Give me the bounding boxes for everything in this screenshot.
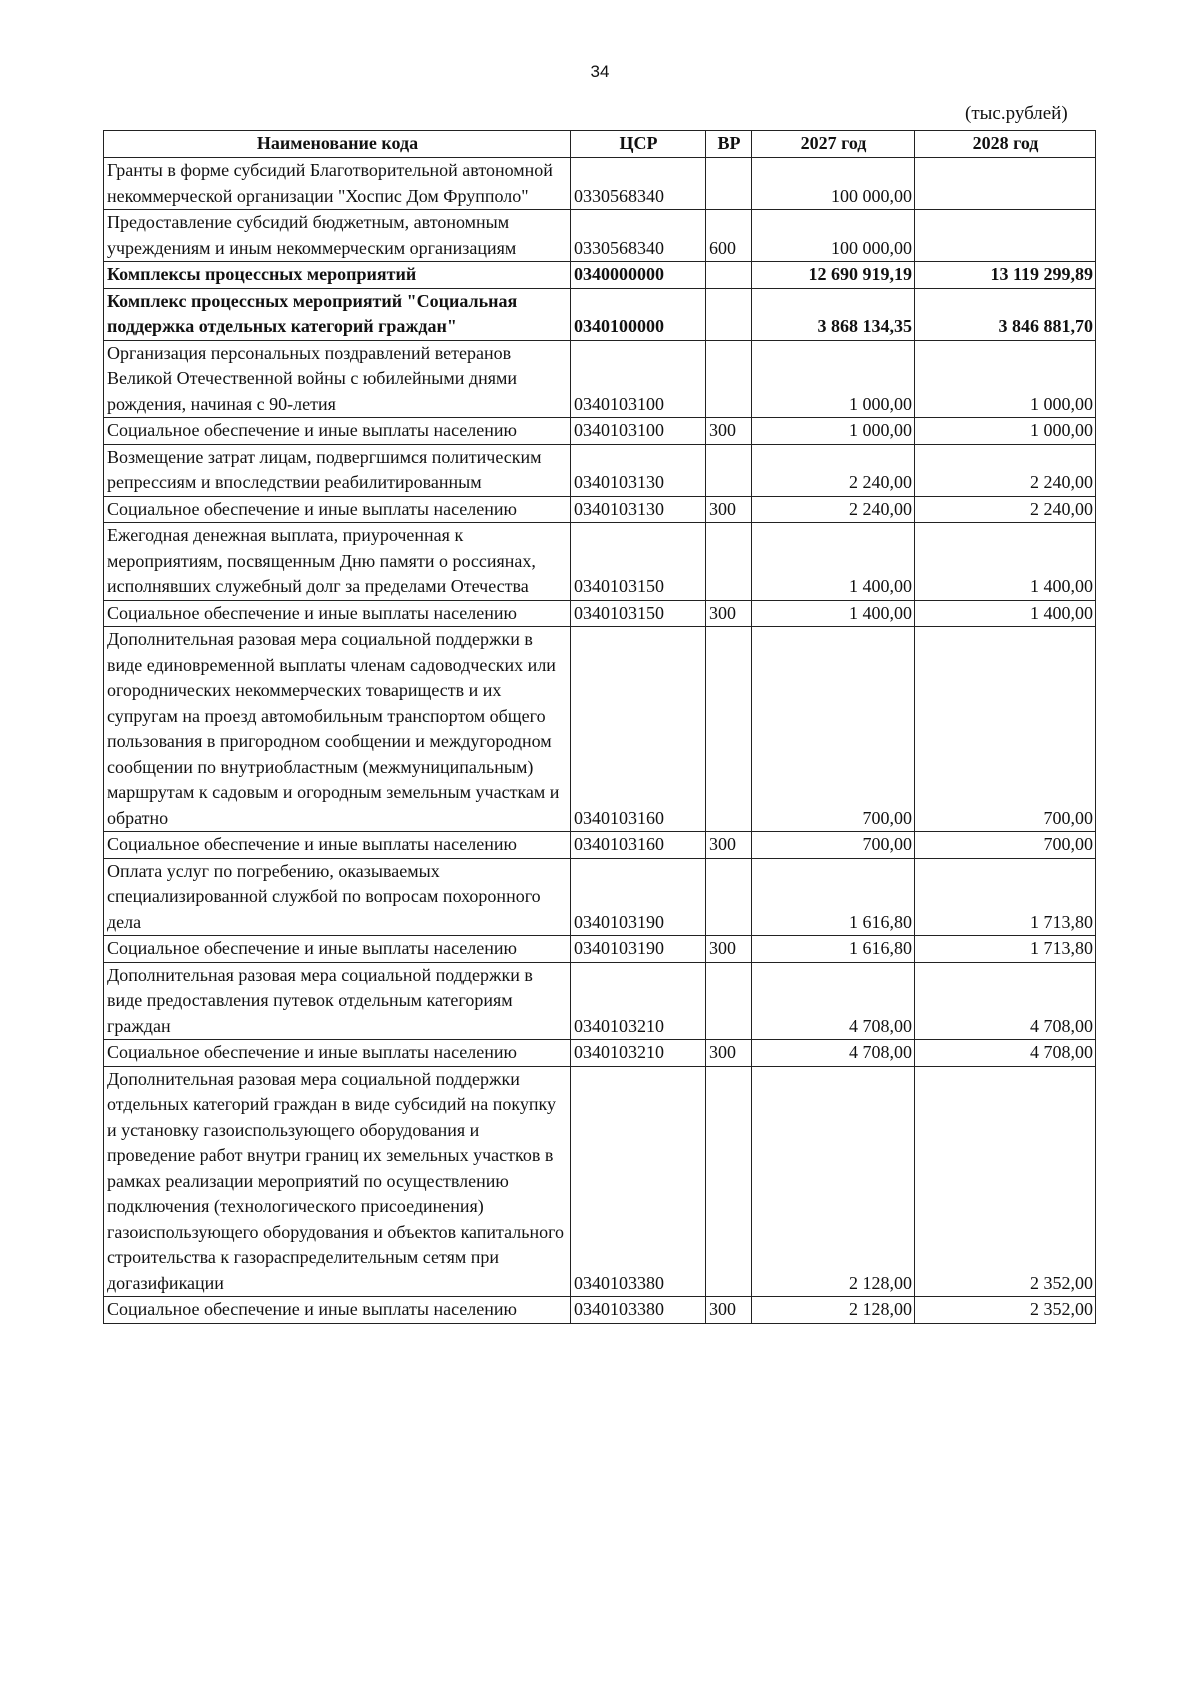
cell-csr: 0340103380	[571, 1297, 706, 1324]
cell-csr: 0330568340	[571, 158, 706, 210]
cell-2028: 13 119 299,89	[915, 262, 1096, 289]
cell-name: Дополнительная разовая мера социальной поддержки в виде единовременной выплаты членам садоводческих или огороднических некоммерческих товариществ и их супругам на проезд автомобильным транспортом общего пользования в пригородном сообщении и междугородном сообщении по внутриобластным (межмуниципальным) маршрутам к садовым и огородным земельным участкам и обратно	[104, 627, 571, 832]
cell-2027: 2 240,00	[752, 496, 915, 523]
table-row	[104, 627, 1096, 832]
cell-2028: 3 846 881,70	[915, 288, 1096, 340]
cell-vr: 300	[706, 936, 752, 963]
cell-2028: 1 400,00	[915, 600, 1096, 627]
table-row	[104, 936, 1096, 963]
cell-2027: 12 690 919,19	[752, 262, 915, 289]
cell-name: Социальное обеспечение и иные выплаты населению	[104, 832, 571, 859]
cell-2027: 3 868 134,35	[752, 288, 915, 340]
page-number: 34	[590, 62, 610, 81]
cell-2027: 2 128,00	[752, 1297, 915, 1324]
table-row	[104, 444, 1096, 496]
cell-csr: 0340000000	[571, 262, 706, 289]
cell-2027: 1 616,80	[752, 858, 915, 936]
cell-name: Ежегодная денежная выплата, приуроченная к мероприятиям, посвященным Дню памяти о россиянах, исполнявших служебный долг за пределами Отечества	[104, 523, 571, 601]
cell-csr: 0340103160	[571, 832, 706, 859]
cell-name: Социальное обеспечение и иные выплаты населению	[104, 1040, 571, 1067]
table-row	[104, 1066, 1096, 1297]
cell-2028: 1 713,80	[915, 936, 1096, 963]
cell-name: Комплекс процессных мероприятий "Социальная поддержка отдельных категорий граждан"	[104, 288, 571, 340]
cell-2028: 700,00	[915, 627, 1096, 832]
cell-2027: 1 400,00	[752, 600, 915, 627]
header-csr: ЦСР	[571, 131, 706, 158]
cell-csr: 0330568340	[571, 210, 706, 262]
cell-2027: 2 240,00	[752, 444, 915, 496]
header-2028: 2028 год	[915, 131, 1096, 158]
cell-2028: 1 000,00	[915, 418, 1096, 445]
cell-name: Гранты в форме субсидий Благотворительной автономной некоммерческой организации "Хоспис Дом Фрупполо"	[104, 158, 571, 210]
cell-csr: 0340103130	[571, 496, 706, 523]
cell-name: Социальное обеспечение и иные выплаты населению	[104, 600, 571, 627]
cell-2028: 2 352,00	[915, 1297, 1096, 1324]
cell-name: Социальное обеспечение и иные выплаты населению	[104, 496, 571, 523]
table-row	[104, 418, 1096, 445]
cell-vr	[706, 858, 752, 936]
cell-2027: 700,00	[752, 627, 915, 832]
cell-2028: 4 708,00	[915, 1040, 1096, 1067]
table-row	[104, 496, 1096, 523]
header-name: Наименование кода	[104, 131, 571, 158]
table-row	[104, 158, 1096, 210]
table-row	[104, 340, 1096, 418]
cell-2027: 100 000,00	[752, 158, 915, 210]
table-row	[104, 210, 1096, 262]
cell-2028: 1 713,80	[915, 858, 1096, 936]
table-row	[104, 1297, 1096, 1324]
table-row	[104, 523, 1096, 601]
table-row	[104, 858, 1096, 936]
table-header-row	[104, 131, 1096, 158]
cell-2028: 2 352,00	[915, 1066, 1096, 1297]
table-row	[104, 288, 1096, 340]
cell-csr: 0340100000	[571, 288, 706, 340]
cell-name: Организация персональных поздравлений ветеранов Великой Отечественной войны с юбилейными днями рождения, начиная с 90-летия	[104, 340, 571, 418]
cell-2027: 2 128,00	[752, 1066, 915, 1297]
cell-vr	[706, 158, 752, 210]
cell-vr	[706, 340, 752, 418]
cell-vr: 600	[706, 210, 752, 262]
cell-2027: 1 400,00	[752, 523, 915, 601]
cell-2027: 1 000,00	[752, 418, 915, 445]
cell-name: Социальное обеспечение и иные выплаты населению	[104, 418, 571, 445]
cell-csr: 0340103160	[571, 627, 706, 832]
cell-name: Комплексы процессных мероприятий	[104, 262, 571, 289]
budget-table	[103, 130, 1096, 1324]
cell-vr	[706, 523, 752, 601]
cell-name: Социальное обеспечение и иные выплаты населению	[104, 936, 571, 963]
cell-2027: 4 708,00	[752, 962, 915, 1040]
cell-2028: 2 240,00	[915, 444, 1096, 496]
cell-name: Предоставление субсидий бюджетным, автономным учреждениям и иным некоммерческим организациям	[104, 210, 571, 262]
table-row	[104, 962, 1096, 1040]
cell-vr	[706, 1066, 752, 1297]
cell-2028: 4 708,00	[915, 962, 1096, 1040]
cell-vr: 300	[706, 1040, 752, 1067]
cell-name: Возмещение затрат лицам, подвергшимся политическим репрессиям и впоследствии реабилитированным	[104, 444, 571, 496]
cell-name: Дополнительная разовая мера социальной поддержки в виде предоставления путевок отдельным категориям граждан	[104, 962, 571, 1040]
cell-2028: 1 400,00	[915, 523, 1096, 601]
cell-2028: 2 240,00	[915, 496, 1096, 523]
header-vr: ВР	[706, 131, 752, 158]
cell-vr: 300	[706, 1297, 752, 1324]
cell-csr: 0340103100	[571, 340, 706, 418]
cell-vr: 300	[706, 832, 752, 859]
cell-vr	[706, 627, 752, 832]
table-row	[104, 1040, 1096, 1067]
cell-2027: 1 000,00	[752, 340, 915, 418]
cell-csr: 0340103150	[571, 523, 706, 601]
cell-2027: 100 000,00	[752, 210, 915, 262]
cell-csr: 0340103130	[571, 444, 706, 496]
cell-csr: 0340103210	[571, 1040, 706, 1067]
cell-2028: 700,00	[915, 832, 1096, 859]
cell-vr	[706, 288, 752, 340]
cell-vr	[706, 444, 752, 496]
cell-2027: 1 616,80	[752, 936, 915, 963]
cell-vr: 300	[706, 600, 752, 627]
table-body	[104, 158, 1096, 1324]
cell-2027: 4 708,00	[752, 1040, 915, 1067]
cell-csr: 0340103100	[571, 418, 706, 445]
cell-2028	[915, 210, 1096, 262]
table-row	[104, 832, 1096, 859]
cell-2027: 700,00	[752, 832, 915, 859]
cell-csr: 0340103380	[571, 1066, 706, 1297]
cell-name: Социальное обеспечение и иные выплаты населению	[104, 1297, 571, 1324]
cell-vr: 300	[706, 418, 752, 445]
cell-csr: 0340103190	[571, 858, 706, 936]
cell-name: Оплата услуг по погребению, оказываемых специализированной службой по вопросам похоронного дела	[104, 858, 571, 936]
table-row	[104, 262, 1096, 289]
cell-vr	[706, 962, 752, 1040]
cell-vr: 300	[706, 496, 752, 523]
cell-csr: 0340103210	[571, 962, 706, 1040]
cell-csr: 0340103150	[571, 600, 706, 627]
header-2027: 2027 год	[752, 131, 915, 158]
table-row	[104, 600, 1096, 627]
cell-2028: 1 000,00	[915, 340, 1096, 418]
cell-csr: 0340103190	[571, 936, 706, 963]
cell-2028	[915, 158, 1096, 210]
cell-name: Дополнительная разовая мера социальной поддержки отдельных категорий граждан в виде субсидий на покупку и установку газоиспользующего оборудования и проведение работ внутри границ их земельных участков в рамках реализации мероприятий по осуществлению подключения (технологического присоединения) газоиспользующего оборудования и объектов капитального строительства к газораспределительным сетям при догазификации	[104, 1066, 571, 1297]
units-label: (тыс.рублей)	[965, 103, 1068, 124]
cell-vr	[706, 262, 752, 289]
